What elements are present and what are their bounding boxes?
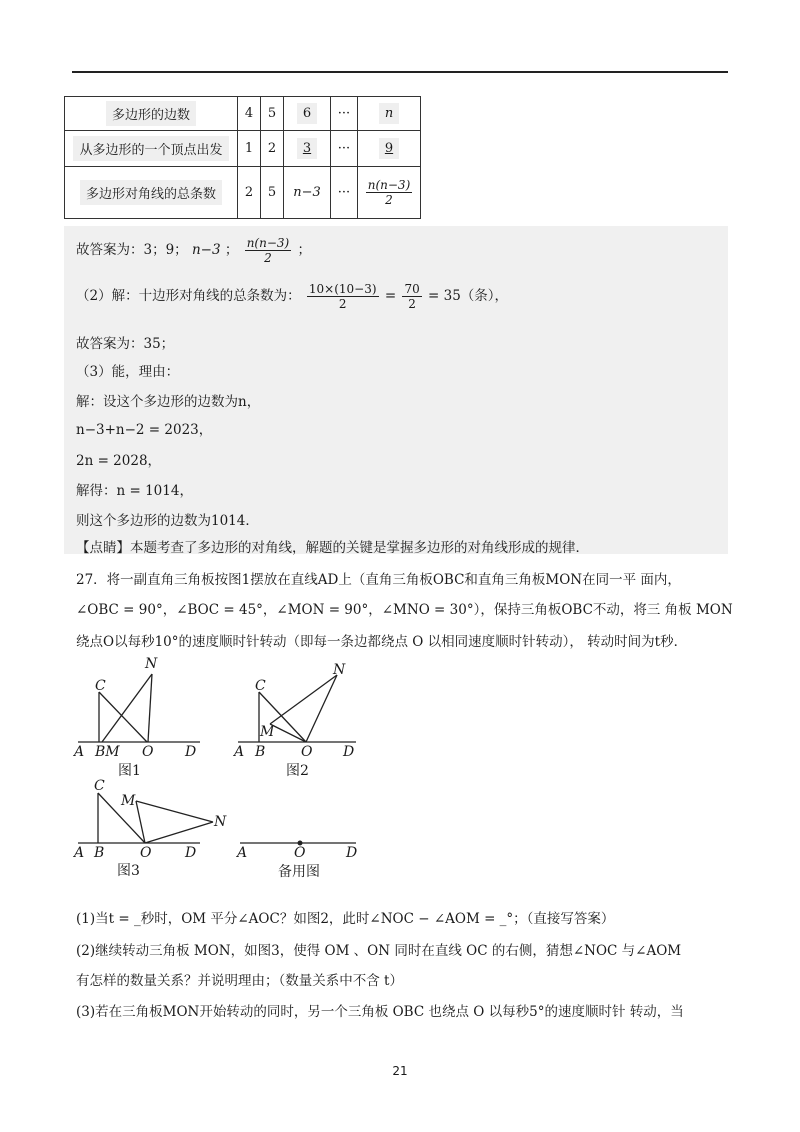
point-label: O	[294, 845, 306, 861]
point-label: A	[237, 845, 248, 861]
figure-caption: 图3	[117, 863, 140, 879]
point-label: C	[94, 778, 105, 794]
table-cell: n−3	[284, 167, 331, 219]
point-label: O	[301, 744, 313, 760]
answer-line-5: 解：设这个多边形的边数为n，	[76, 394, 261, 410]
table-cell: 5	[261, 167, 284, 219]
numerator: 10×(10−3)	[308, 282, 377, 296]
point-label: D	[343, 744, 355, 760]
table-cell: ···	[331, 131, 358, 167]
point-label: N	[145, 656, 158, 672]
denominator: 2	[408, 297, 416, 311]
table-cell: ···	[331, 97, 358, 131]
question-2: (2)继续转动三角板 MON，如图3，使得 OM 、ON 同时在直线 OC 的右侧，猜想∠NOC 与∠AOM	[76, 943, 682, 959]
table-cell: n	[379, 103, 399, 124]
answer-line-9: 则这个多边形的边数为1014．	[76, 513, 259, 529]
point-label: D	[346, 845, 358, 861]
point-label: N	[214, 814, 227, 830]
row-label: 多边形的边数	[106, 101, 196, 126]
answer-line-7: 2n = 2028，	[76, 453, 162, 469]
denominator: 2	[385, 193, 393, 207]
point-label: BM	[95, 744, 120, 760]
text: （2）解：十边形对角线的总条数为：	[76, 288, 301, 304]
answer-line-6: n−3+n−2 = 2023，	[76, 422, 213, 438]
numerator: 70	[404, 282, 420, 296]
point-label: O	[142, 744, 154, 760]
point-label: N	[333, 662, 346, 678]
table-cell: 3	[297, 138, 317, 159]
math: n−3	[191, 242, 221, 258]
row-label: 多边形对角线的总条数	[80, 180, 222, 205]
table-cell: 5	[261, 97, 284, 131]
figure-caption: 图2	[286, 763, 309, 779]
point-label: D	[185, 744, 197, 760]
text: =	[384, 288, 397, 304]
figure-caption: 备用图	[278, 864, 320, 880]
point-label: O	[140, 845, 152, 861]
table-cell: 9	[379, 138, 399, 159]
table-cell: 4	[238, 97, 261, 131]
question-3: (3)若在三角板MON开始转动的同时，另一个三角板 OBC 也绕点 O 以每秒5°的速度顺时针 转动，当	[76, 1004, 684, 1020]
point-label: A	[74, 744, 85, 760]
point-label: B	[255, 744, 266, 760]
answer-line-4: （3）能，理由：	[76, 364, 180, 380]
table-cell: 2	[261, 131, 284, 167]
table-cell: ···	[331, 167, 358, 219]
denominator: 2	[338, 297, 347, 311]
problem-text-3: 绕点O以每秒10°的速度顺时针转动（即每一条边都绕点 O 以相同速度顺时针转动）， 转动时间为t秒．	[76, 634, 688, 650]
question-1: (1)当t = _秒时，OM 平分∠AOC？如图2，此时∠NOC − ∠AOM = _°；（直接写答案）	[76, 911, 615, 927]
text: ；	[224, 242, 239, 258]
point-label: C	[255, 678, 266, 694]
answer-line-8: 解得：n = 1014，	[76, 483, 193, 499]
text: = 35（条），	[428, 288, 509, 304]
table-cell: 1	[238, 131, 261, 167]
point-label: M	[260, 724, 275, 740]
numerator: n(n−3)	[367, 178, 411, 192]
figure-caption: 图1	[118, 763, 141, 779]
question-2-continued: 有怎样的数量关系？并说明理由；（数量关系中不含 t）	[76, 973, 403, 989]
point-label: D	[185, 845, 197, 861]
problem-text-2: ∠OBC = 90°，∠BOC = 45°，∠MON = 90°，∠MNO = 30°），保持三角板OBC不动，将三 角板 MON	[76, 602, 733, 618]
key-point: 【点睛】本题考查了多边形的对角线，解题的关键是掌握多边形的对角线形成的规律．	[76, 540, 589, 556]
denominator: 2	[264, 251, 272, 265]
text: ；	[297, 242, 311, 258]
point-label: A	[74, 845, 85, 861]
point-label: M	[121, 793, 136, 809]
numerator: n(n−3)	[246, 236, 290, 250]
row-label: 从多边形的一个顶点出发	[73, 136, 228, 161]
point-label: C	[95, 678, 106, 694]
point-label: B	[94, 845, 105, 861]
answer-line-3: 故答案为：35；	[76, 336, 175, 352]
page-number: 21	[392, 1064, 408, 1078]
table-cell: 2	[238, 167, 261, 219]
table-cell: 6	[297, 103, 317, 124]
problem-text-1: 27．将一副直角三角板按图1摆放在直线AD上（直角三角板OBC和直角三角板MON在同一平 面内，	[76, 572, 681, 588]
point-label: A	[234, 744, 245, 760]
text: 故答案为：3；9；	[76, 242, 188, 258]
